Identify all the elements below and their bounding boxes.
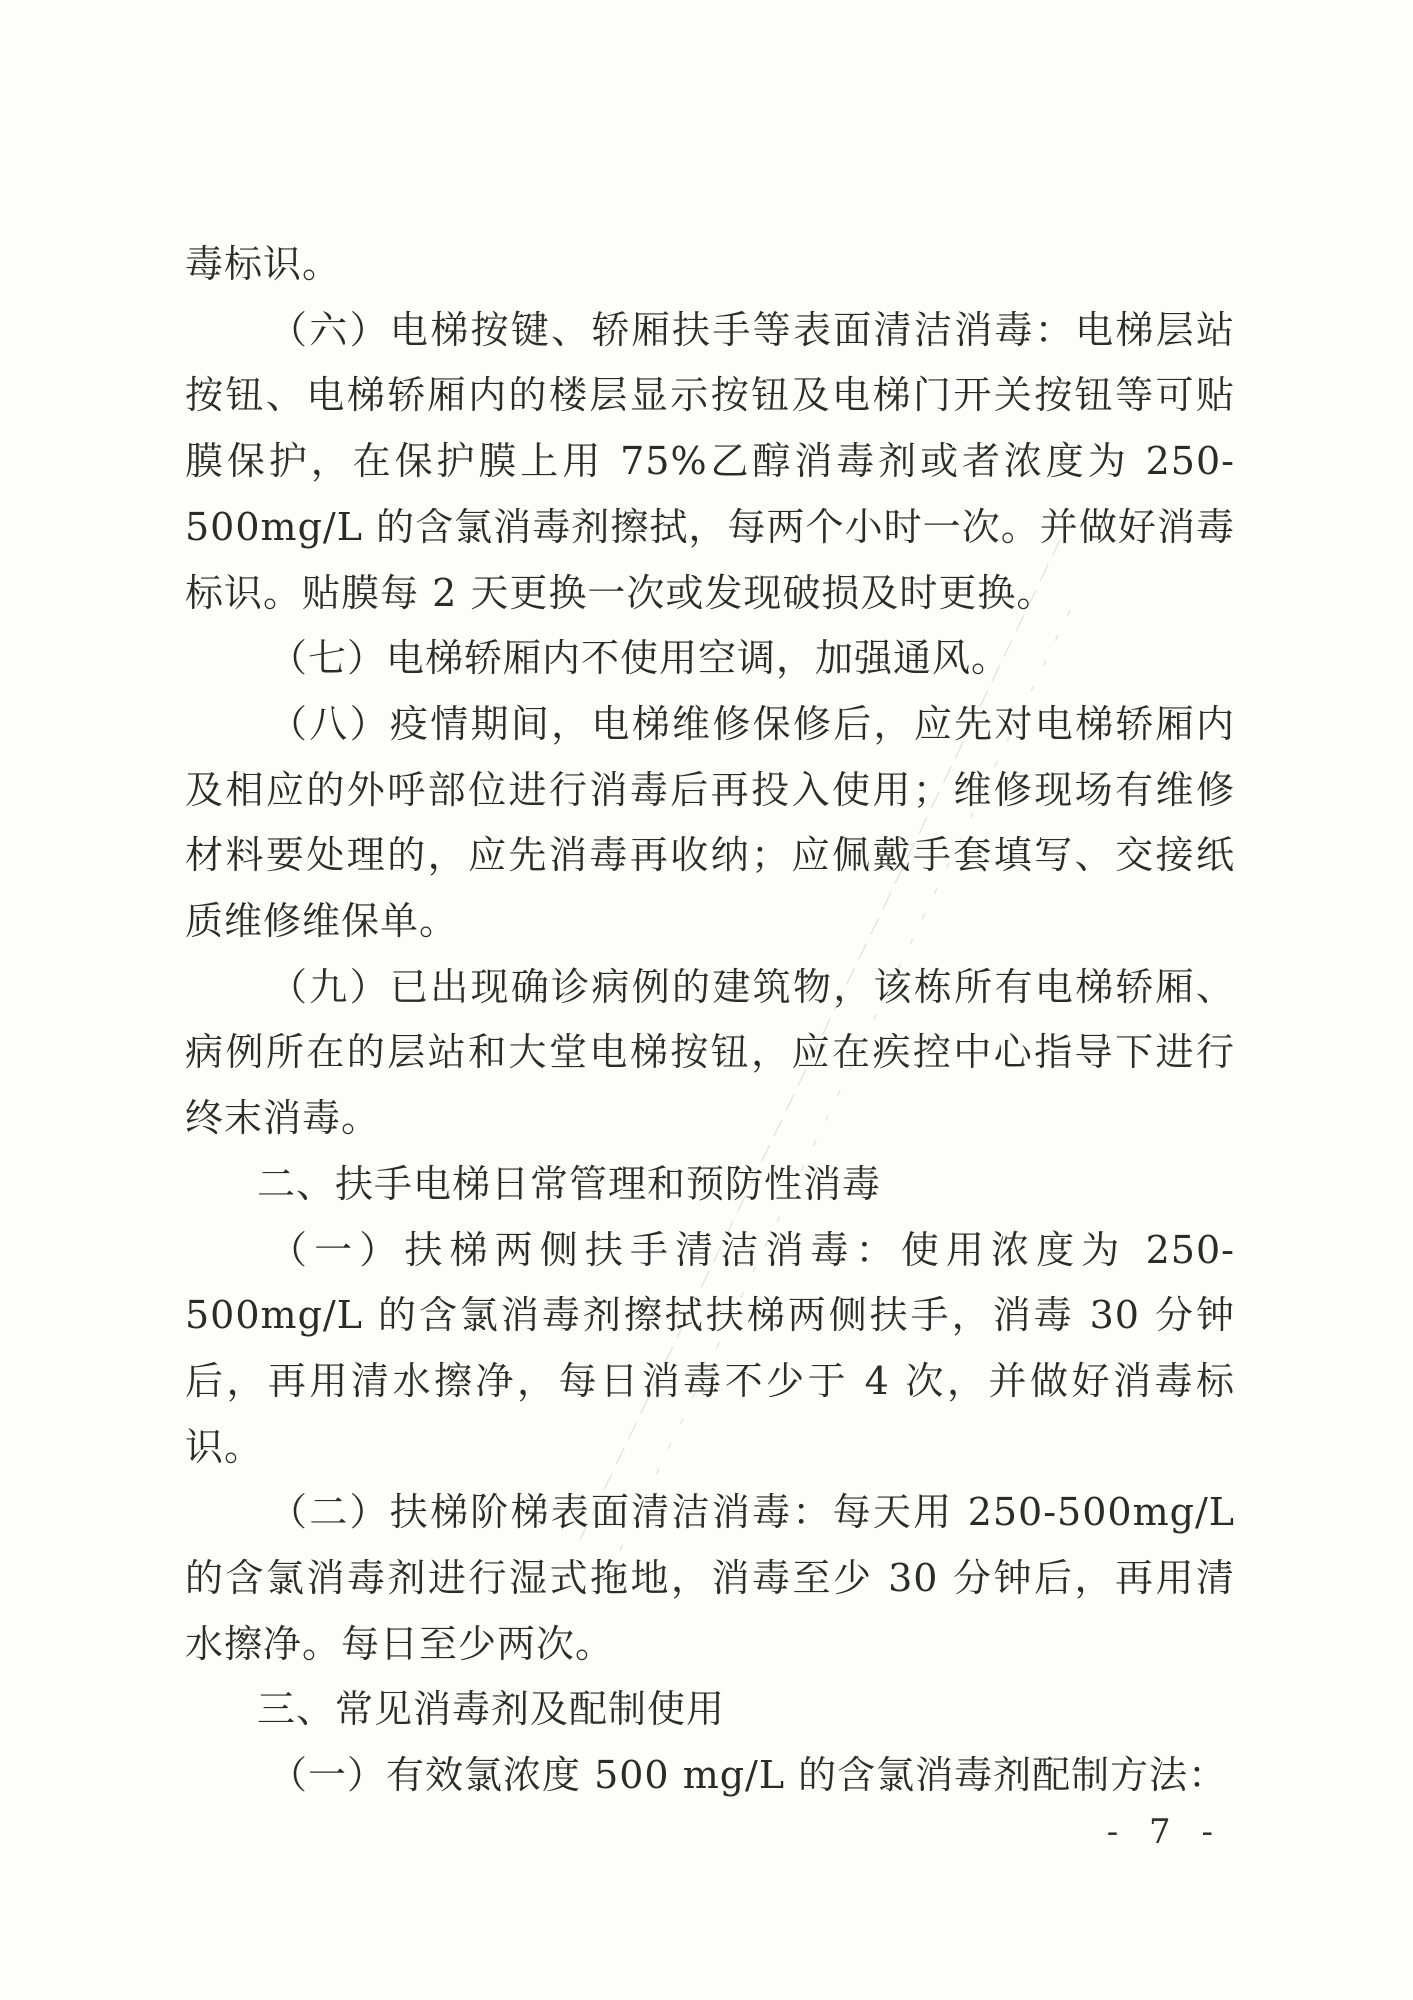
paragraph-escalator-1: （一）扶梯两侧扶手清洁消毒：使用浓度为 250-500mg/L 的含氯消毒剂擦拭扶梯两侧扶手，消毒 30 分钟后，再用清水擦净，每日消毒不少于 4 次，并做好消毒标识。 [185, 1227, 1235, 1469]
paragraph-item-9: （九）已出现确诊病例的建筑物，该栋所有电梯轿厢、病例所在的层站和大堂电梯按钮，应在疾控中心指导下进行终末消毒。 [185, 964, 1235, 1141]
section-heading-escalator: 二、扶手电梯日常管理和预防性消毒 [257, 1161, 882, 1206]
paragraph-item-6: （六）电梯按键、轿厢扶手等表面清洁消毒：电梯层站按钮、电梯轿厢内的楼层显示按钮及电梯门开关按钮等可贴膜保护，在保护膜上用 75%乙醇消毒剂或者浓度为 250-500mg/L 的含氯消毒剂擦拭，每两个小时一次。并做好消毒标识。贴膜每 2 天更换一次或发现破损及时更换。 [185, 307, 1235, 615]
paragraph-item-8: （八）疫情期间，电梯维修保修后，应先对电梯轿厢内及相应的外呼部位进行消毒后再投入使用；维修现场有维修材料要处理的，应先消毒再收纳；应佩戴手套填写、交接纸质维修维保单。 [185, 701, 1235, 944]
paragraph-continuation: 毒标识。 [185, 242, 342, 286]
paragraph-escalator-2: （二）扶梯阶梯表面清洁消毒：每天用 250-500mg/L 的含氯消毒剂进行湿式拖地，消毒至少 30 分钟后，再用清水擦净。每日至少两次。 [185, 1490, 1235, 1666]
paragraph-item-7: （七）电梯轿厢内不使用空调，加强通风。 [269, 636, 1011, 681]
section-heading-disinfectants: 三、常见消毒剂及配制使用 [257, 1687, 726, 1732]
document-body [185, 232, 1235, 1809]
paragraph-disinfectant-1: （一）有效氯浓度 500 mg/L 的含氯消毒剂配制方法： [269, 1753, 1228, 1798]
page-number: - 7 - [1106, 1812, 1223, 1852]
